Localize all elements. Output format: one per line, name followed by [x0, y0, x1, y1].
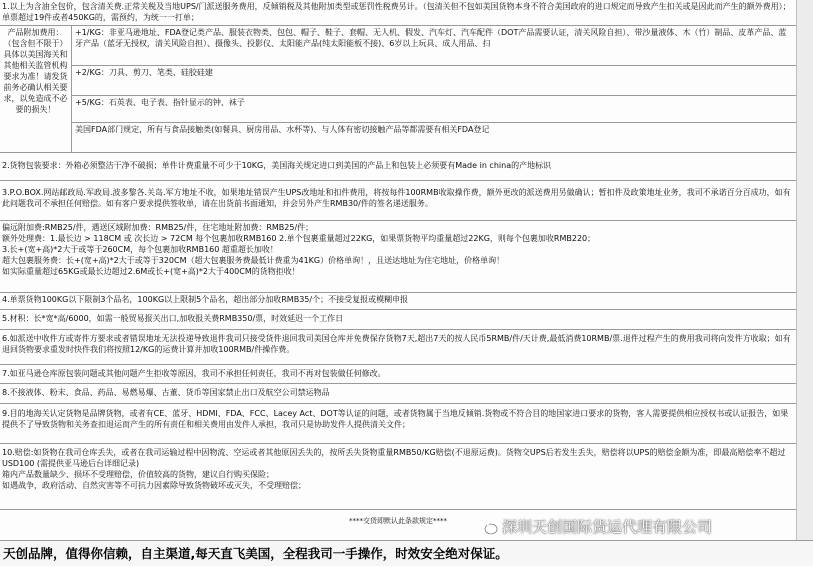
fda-note-text: 美国FDA部门规定，所有与食品接触类(如餐具、厨房用品、水杯等)、与人体有密切接触产品等都需要有相关FDA登记 [75, 125, 490, 134]
slogan-banner [0, 540, 813, 566]
clause-6-text: 6.如派送中收件方或寄件方要求或者错误地址无法投递导致退件我司只接受货件退回我司美国仓库并免费保存货物7天,超出7天的按人民币5RMB/件/天计费,最低消费10RMB/票.退件过程产生的费用我司将向发件方收取；如有退回货物要求重发时快件我们将按照12/KG的运费计算并加收100RMB/件操作费。 [2, 334, 791, 354]
remote-fees-row [0, 221, 796, 293]
remote-fees-text: 偏远附加费:RMB25/件，遇送区域附加费：RMB25/件，住宅地址附加费：RMB25/件； 额外处理费：1.最长边 > 118CM 或 次长边 > 72CM 每个包裹加收RMB160 2.单个包裹重量超过22KG，如果票货物平均重量超过22KG，则每个包裹加收RMB220； 3.长+(宽+高)*2大于或等于260CM，每个包裹加收RMB160 超重超长加收！ 超大包裹服务费：长+(宽+高)*2大于或等于320CM（超大包裹服务费最低计费重为41KG）价格单询！，且送达地址为住宅地址，价格单询！ 如实际重量超过65KG或最长边超过2.6M或长+(宽+高)*2大于400CM的货物拒收！ [2, 223, 596, 276]
watermark-text: 深圳天创国际货运代理有限公司 [502, 517, 713, 536]
clause-8-text: 8.不接液体、粉末、食品、药品、易燃易爆、古董、货币等国家禁止出口及航空公司禁运物品 [2, 388, 330, 397]
clause-6-row [0, 330, 796, 365]
clause-3-text: 3.P.O.BOX.网站邮政局.军政局.波多黎各.关岛.军方地址不收，如果地址错误产生UPS改地址和扣件费用，将按每件100RMB收取操作费，额外更改的派送费用另做确认；暂扣件及政策地址业务，我司不承诺百分百成功，如有此问题我司不承担任何赔偿。如有客户要求提供签收单，请在出货前书面通知，并会另外产生RMB30/件的签名递送服务。 [2, 188, 791, 208]
surcharge-2kg-cell [72, 66, 796, 96]
surcharge-2kg-text: +2/KG：刀具、剪刀、笔类、硅胶硅建 [75, 68, 213, 77]
clause-2-row [0, 153, 796, 181]
clause-2-text: 2.货物包装要求：外箱必须整洁干净不破损；单件计费重量不可少于10KG，美国海关规定进口到美国的产品上和包装上必须要有Made in china的产地标识 [2, 161, 552, 170]
wechat-icon [478, 518, 498, 536]
surcharge-5kg-cell [72, 96, 796, 123]
clause-3-row [0, 181, 796, 221]
clause-10-row [0, 444, 796, 510]
clause-5-text: 5.材积：长*宽*高/6000，如需一般贸易报关出口,加收报关费RMB350/票，时效延迟一个工作日 [2, 314, 344, 323]
clause-7-text: 7.如亚马逊仓库原包装问题或其他问题产生拒收等原因，我司不承担任何责任，我司不再对包装做任何修改。 [2, 369, 386, 378]
clause-7-row [0, 365, 796, 384]
clause-4-row [0, 293, 796, 310]
clause-8-row [0, 384, 796, 404]
surcharge-1kg-cell [72, 26, 796, 66]
clause-4-text: 4.单票货物100KG以下限制3个品名，100KG以上限制5个品名，超出部分加收RMB35/个；不接受复报或模糊申报 [2, 295, 409, 304]
surcharge-5kg-text: +5/KG：石英表、电子表、指针显示的钟、袜子 [75, 98, 245, 107]
surcharge-note-cell [0, 26, 72, 153]
clause-1-text: 1.以上为含油全包价，包含清关费.正常关税及当地UPS/门派送服务费用，反倾销税及其他附加类型或惩罚性税费另计。（包清关但不包如美国货物本身不符合美国政府的进口规定而导致产生扣关或是因此而产生的额外费用）；单票超过19件或者450KG的，需预约，为统一一打单； [2, 2, 791, 22]
slogan-text: 天创品牌，值得你信赖，自主渠道,每天直飞美国，全程我司一手操作，时效安全绝对保证。 [3, 546, 508, 561]
surcharge-note-text: 产品附加费用：（包含但不限于）具体以美国海关和其他相关监管机构要求为准！请发货前务必确认相关要求，以免造成不必要的损失！ [3, 28, 68, 114]
clause-9-row [0, 404, 796, 444]
clause-5-row [0, 310, 796, 330]
company-watermark [478, 515, 712, 539]
footer-note: ****交货即默认此条款规定**** [349, 517, 447, 525]
surcharge-1kg-text: +1/KG：非亚马逊地址、FDA登记类产品、服装衣物类、包包、帽子、鞋子、套帽、无人机、假发、汽车灯、汽车配件（DOT产品需要认证，清关风险自担）、带沙量液体、木（竹）制品、皮革产品、蓝牙产品（蓝牙无授权，清关风险自担）、摄像头、投影仪、太阳能产品(纯太阳能板不接)、6岁以上玩具、成人用品、扫 [75, 28, 787, 48]
clause-1-row [0, 0, 796, 26]
clause-9-text: 9.目的地海关认定货物是品牌货物，或者有CE、蓝牙、HDMI、FDA、FCC、Lacey Act、DOT等认证的问题，或者货物属于当地反倾销.货物或不符合目的地国家进口要求的货物，客人需要提供相应授权书或认证报告，如果提供不了导致货物和关务查扣退运而产生的所有责任和相关费用由发件人承担，我司只是协助发件人提供清关文件； [2, 409, 789, 429]
clause-10-text: 10.赔偿:如货物在我司仓库丢失，或者在我司运输过程中因物流、空运或者其他原因丢失的，按所丢失货物重量RMB50/KG赔偿(不退原运费)。货物交UPS后若发生丢失，赔偿将以UPS的赔偿金额为准，即最高赔偿率不超过USD100 (需提供亚马逊后台详细记录) 箱内产品数量缺少、损坏不受理赔偿，价值较高的货物，建议自行购买保险； 如遇战争，政府活动、自然灾害等不可抗力因素除导致货物破坏或灭失，不受理赔偿； [2, 448, 786, 490]
fda-note-cell [72, 123, 796, 153]
right-gutter [796, 0, 813, 540]
